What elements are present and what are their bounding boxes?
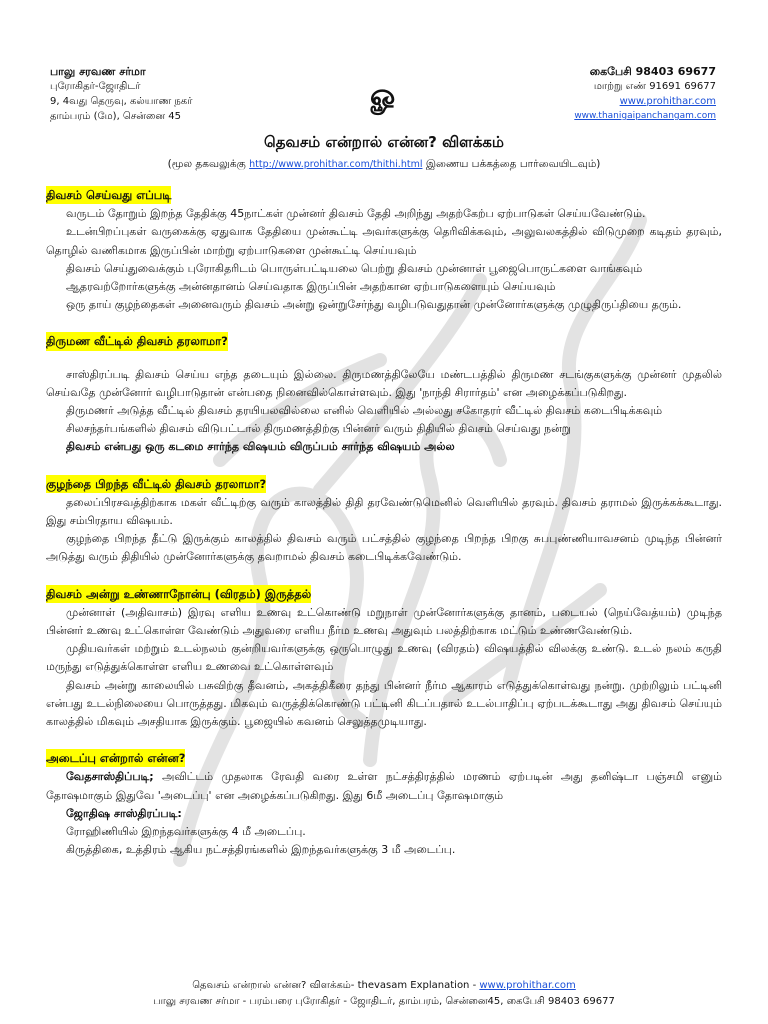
subtitle-suffix: இணைய பக்கத்தை பார்வையிடவும்)	[425, 158, 601, 170]
page-title: தெவசம் என்றால் என்ன? விளக்கம்	[264, 133, 504, 151]
section-heading-childbirth: குழந்தை பிறந்த வீட்டில் திவசம் தரலாமா?	[46, 475, 266, 493]
paragraph: ஒரு தாய் குழந்தைகள் அனைவரும் திவசம் அன்று ஒன்றுசேர்ந்து வழிபடுவதுதான் முன்னோர்களுக்கு முழுதிருப்தியை தரும்.	[66, 298, 682, 312]
paragraph: திருமணர் அடுத்த வீட்டில் திவசம் தரயியலவில்லை எனில் வெளியில் அல்லது சகோதரர் வீட்டில் திவசம் கடைபிடிக்கவும்	[66, 404, 663, 418]
author-role: புரோகிதர்-ஜோதிடர்	[50, 81, 141, 92]
section-heading-marriage: திருமண வீட்டில் திவசம் தரலாமா?	[46, 332, 228, 350]
address-line-1: 9, 4வது தெருவு, கல்யாண நகர்	[50, 96, 193, 107]
paragraph-emphasis: திவசம் என்பது ஒரு கடமை சார்ந்த விஷயம் விருப்பம் சார்ந்த விஷயம் அல்ல	[66, 440, 455, 454]
paragraph: சிலசந்தர்பங்களில் திவசம் விடுபட்டால் திருமணத்திற்கு பின்னர் வரும் திதியில் திவசம் செய்வது நன்று	[66, 422, 571, 436]
paragraph: முதியவர்கள் மற்றும் உடல்நலம் குன்றியவர்களுக்கு ஒருபொழுது உணவு (விரதம்) விஷயத்தில் விலக்கு உண்டு. உடல் நலம் கருதி மருந்து எடுத்துக்கொள்ள எளிய உணவை உட்கொள்ளவும்	[46, 642, 722, 674]
footer-line-1	[0, 978, 768, 994]
section-heading-adaippu: அடைப்பு என்றால் என்ன?	[46, 749, 185, 767]
footer-title: தெவசம் என்றால் என்ன? விளக்கம்- thevasam Explanation -	[192, 980, 477, 991]
footer-line-2: பாலு சரவண சர்மா - பரம்பரை புரோகிதர் - ஜோதிடர், தாம்பரம், சென்னை45, கைபேசி 98403 69677	[153, 996, 615, 1007]
paragraph: திவசம் அன்று காலையில் பசுவிற்கு தீவனம், அகத்திகீரை தந்து பின்னர் நீர்ம ஆகாரம் எடுத்துக்கொள்வது நன்று. முற்றிலும் பட்டினி என்பது உடல்நிலையை பொருத்தது. மிகவும் வருத்திக்கொண்டு பட்டினி கிடப்பதால் உடல்பாதிப்பு ஏற்படக்கூடாது அது திவசம் செய்யும் காலத்தில் மிகவும் அசதியாக இருக்கும். பூஜையில் கவனம் செலுத்தமுடியாது.	[46, 678, 722, 729]
paragraph: கிருத்திகை, உத்திரம் ஆகிய நட்சத்திரங்களில் இறந்தவர்களுக்கு 3 மீ அடைப்பு.	[66, 843, 456, 857]
paragraph: ரோஹிணியில் இறந்தவர்களுக்கு 4 மீ அடைப்பு.	[66, 825, 306, 839]
paragraph: குழந்தை பிறந்த தீட்டு இருக்கும் காலத்தில் திவசம் வரும் பட்சத்தில் குழந்தை பிறந்த பிறகு சுபபுண்ணியாவசனம் முடிந்த பின்னர் அடுத்து வரும் திதியில் முன்னோர்களுக்கு தவறாமல் திவசம் கடைபிடிக்கவேண்டும்.	[46, 532, 722, 564]
header-contact-left	[50, 64, 192, 124]
om-symbol-icon: ௐ	[370, 78, 400, 113]
paragraph: திவசம் செய்துவைக்கும் புரோகிதரிடம் பொருள்பட்டியலை பெற்று திவசம் முன்னாள் பூஜைபொருட்களை வாங்கவும்	[66, 261, 643, 275]
paragraph-text: அவிட்டம் முதலாக ரேவதி வரை உள்ள நட்சத்திரத்தில் மரணம் ஏற்படின் அது தனிஷ்டா பஞ்சமி எனும் தோஷமாகும் இதுவே 'அடைப்பு' என அழைக்கப்படுகிறது. இது 6மீ அடைப்பு தோஷமாகும்	[46, 770, 722, 802]
website-link[interactable]: www.prohithar.com	[619, 96, 716, 107]
author-name: பாலு சரவண சர்மா	[50, 65, 146, 78]
subtitle-prefix: (மூல தகவலுக்கு	[167, 158, 246, 170]
footer-website-link[interactable]: www.prohithar.com	[479, 980, 576, 991]
document-body	[46, 182, 722, 860]
website2-link[interactable]: www.thanigaipanchangam.com	[574, 111, 716, 121]
page-footer	[0, 978, 768, 1010]
paragraph: ஆதரவற்றோர்களுக்கு அன்னதானம் செய்வதாக இருப்பின் அதற்கான ஏற்பாடுகளையும் செய்யவும்	[66, 280, 556, 294]
paragraph	[46, 768, 722, 804]
paragraph: முன்னாள் (அதிவாசம்) இரவு எளிய உணவு உட்கொண்டு மறுநாள் முன்னோர்களுக்கு தானம், படையல் (நெய்வேத்யம்) முடிந்த பின்னர் உணவு உட்கொள்ள வேண்டும் அதுவரை எளிய நீர்ம உணவு அதுவும் பலத்திற்காக மட்டும் உண்ணவேண்டும்.	[46, 605, 722, 638]
paragraph: வருடம் தோறும் இறந்த தேதிக்கு 45நாட்கள் முன்னர் திவசம் தேதி அறிந்து அதற்கேற்ப ஏற்பாடுகள் செய்யவேண்டும்.	[66, 207, 646, 221]
section-heading-how-to: திவசம் செய்வது எப்படி	[46, 186, 171, 204]
address-line-2: தாம்பரம் (மே), சென்னை 45	[50, 111, 182, 122]
paragraph: உடன்பிறப்புகள் வருகைக்கு ஏதுவாக தேதியை முன்கூட்டி அவர்களுக்கு தெரிவிக்கவும், அலுவலகத்தில் விடுமுறை கடிதம் தரவும், தொழில் வணிகமாக இருப்பின் மாற்று ஏற்பாடுகளை முன்கூட்டி செய்யவும்	[46, 225, 722, 257]
section-heading-fasting: திவசம் அன்று உண்ணாநோன்பு (விரதம்) இருத்தல்	[46, 585, 311, 603]
source-link[interactable]: http://www.prohithar.com/thithi.html	[249, 159, 423, 170]
label-vedic: வேதசாஸ்திப்படி;	[66, 770, 154, 784]
paragraph: சாஸ்திரப்படி திவசம் செய்ய எந்த தடையும் இல்லை. திருமணத்திலேயே மண்டபத்தில் திருமண சடங்குகளுக்கு முன்னர் முதலில் செய்வதே முன்னோர் வழிபாடுதான் என்பதை நினைவில்கொள்ளவும். இது 'நாந்தி சிரார்தம்' என அழைக்கப்படுகிறது.	[46, 367, 722, 399]
header-contact-right	[574, 64, 716, 124]
phone-number: கைபேசி 98403 69677	[589, 65, 716, 78]
paragraph: தலைப்பிரசவத்திற்காக மகள் வீட்டிற்கு வரும் காலத்தில் திதி தரவேண்டுமெனில் வெளியில் தரவும். திவசம் தராமல் இருக்கக்கூடாது. இது சம்பிரதாய விஷயம்.	[46, 495, 722, 528]
label-astrology: ஜோதிஷ சாஸ்திரப்படி:	[66, 806, 182, 820]
subtitle	[0, 158, 768, 171]
alt-phone-number: மாற்று எண் 91691 69677	[593, 81, 716, 92]
